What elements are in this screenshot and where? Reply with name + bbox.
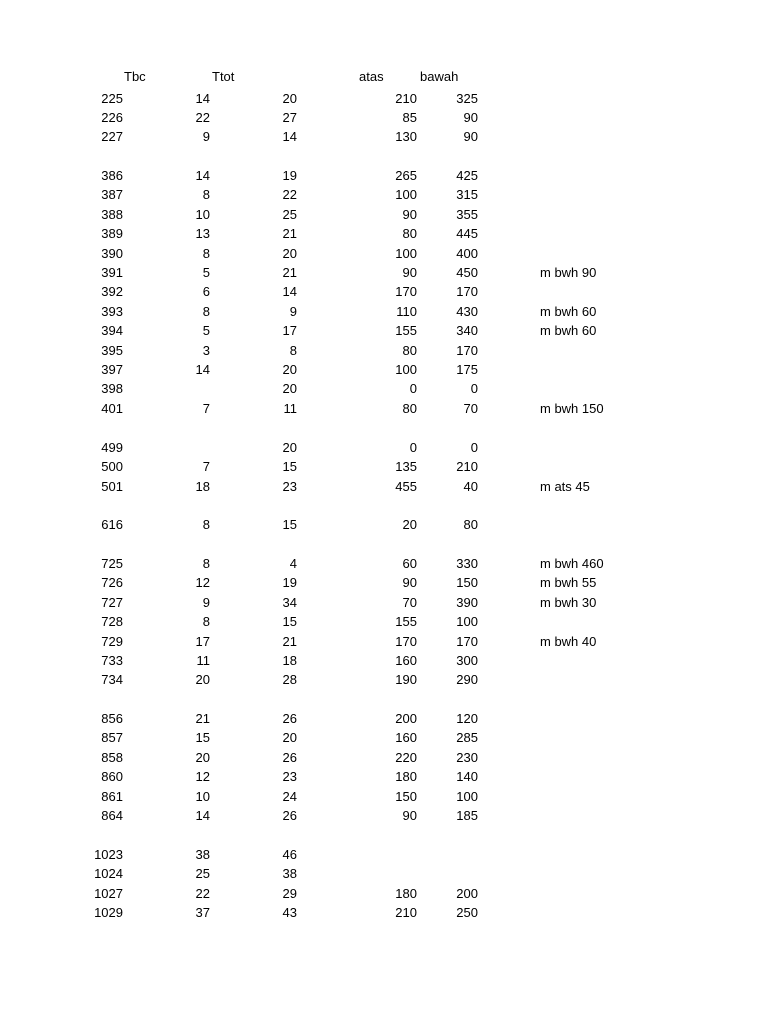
cell-atas: 160	[395, 730, 417, 745]
table-row	[0, 244, 768, 264]
cell-bawah: 0	[470, 440, 478, 455]
cell-atas: 200	[395, 711, 417, 726]
cell-tbc: 20	[195, 672, 210, 687]
cell-bawah: 200	[456, 886, 478, 901]
cell-bawah: 425	[456, 168, 478, 183]
cell-ttot: 17	[282, 323, 297, 338]
cell-bawah: 290	[456, 672, 478, 687]
row-id: 1023	[94, 847, 123, 862]
cell-bawah: 400	[456, 246, 478, 261]
cell-ttot: 22	[282, 187, 297, 202]
row-id: 857	[101, 730, 123, 745]
row-id: 227	[101, 129, 123, 144]
cell-ttot: 38	[282, 866, 297, 881]
cell-note: m bwh 90	[540, 265, 597, 280]
table-row	[0, 379, 768, 399]
row-id: 1024	[94, 866, 123, 881]
cell-atas: 130	[395, 129, 417, 144]
cell-bawah: 285	[456, 730, 478, 745]
cell-bawah: 90	[463, 129, 478, 144]
row-id: 734	[101, 672, 123, 687]
row-id: 501	[101, 479, 123, 494]
cell-bawah: 450	[456, 265, 478, 280]
table-row	[0, 612, 768, 632]
cell-ttot: 20	[282, 362, 297, 377]
row-id: 1027	[94, 886, 123, 901]
table-row	[0, 185, 768, 205]
cell-ttot: 15	[282, 517, 297, 532]
row-id: 226	[101, 110, 123, 125]
header-tbc: Tbc	[124, 69, 146, 84]
cell-bawah: 100	[456, 614, 478, 629]
header-atas: atas	[359, 69, 384, 84]
cell-atas: 80	[402, 343, 417, 358]
cell-tbc: 13	[195, 226, 210, 241]
table-row	[0, 884, 768, 904]
cell-bawah: 90	[463, 110, 478, 125]
cell-atas: 100	[395, 362, 417, 377]
cell-bawah: 340	[456, 323, 478, 338]
table-row	[0, 341, 768, 361]
cell-bawah: 120	[456, 711, 478, 726]
cell-tbc: 8	[202, 517, 210, 532]
cell-atas: 135	[395, 459, 417, 474]
cell-ttot: 21	[282, 634, 297, 649]
cell-atas: 210	[395, 91, 417, 106]
cell-tbc: 38	[195, 847, 210, 862]
cell-atas: 160	[395, 653, 417, 668]
cell-atas: 0	[409, 381, 417, 396]
cell-tbc: 14	[195, 808, 210, 823]
cell-tbc: 5	[202, 323, 210, 338]
cell-note: m bwh 55	[540, 575, 597, 590]
cell-ttot: 46	[282, 847, 297, 862]
cell-ttot: 9	[289, 304, 297, 319]
table-row	[0, 205, 768, 225]
row-id: 395	[101, 343, 123, 358]
cell-tbc: 21	[195, 711, 210, 726]
cell-ttot: 20	[282, 381, 297, 396]
cell-ttot: 20	[282, 440, 297, 455]
cell-bawah: 300	[456, 653, 478, 668]
table-row	[0, 670, 768, 690]
table-row	[0, 767, 768, 787]
cell-atas: 90	[402, 575, 417, 590]
cell-bawah: 430	[456, 304, 478, 319]
cell-ttot: 20	[282, 246, 297, 261]
cell-bawah: 355	[456, 207, 478, 222]
cell-bawah: 40	[463, 479, 478, 494]
cell-tbc: 10	[195, 789, 210, 804]
cell-tbc: 8	[202, 187, 210, 202]
row-id: 500	[101, 459, 123, 474]
cell-tbc: 11	[196, 653, 210, 668]
cell-bawah: 70	[463, 401, 478, 416]
cell-ttot: 20	[282, 730, 297, 745]
table-row	[0, 166, 768, 186]
row-id: 1029	[94, 905, 123, 920]
row-id: 394	[101, 323, 123, 338]
cell-ttot: 19	[282, 168, 297, 183]
row-id: 856	[101, 711, 123, 726]
row-id: 727	[101, 595, 123, 610]
cell-tbc: 12	[195, 575, 210, 590]
table-row	[0, 321, 768, 341]
cell-bawah: 0	[470, 381, 478, 396]
cell-tbc: 25	[195, 866, 210, 881]
cell-atas: 110	[396, 304, 417, 319]
row-id: 860	[101, 769, 123, 784]
cell-bawah: 175	[456, 362, 478, 377]
cell-tbc: 8	[202, 556, 210, 571]
row-id: 393	[101, 304, 123, 319]
cell-atas: 90	[402, 808, 417, 823]
cell-note: m bwh 460	[540, 556, 604, 571]
table-row	[0, 806, 768, 826]
row-id: 397	[101, 362, 123, 377]
cell-tbc: 6	[202, 284, 210, 299]
cell-atas: 0	[409, 440, 417, 455]
cell-ttot: 19	[282, 575, 297, 590]
cell-atas: 220	[395, 750, 417, 765]
cell-bawah: 230	[456, 750, 478, 765]
cell-note: m bwh 60	[540, 304, 597, 319]
table-row	[0, 728, 768, 748]
cell-ttot: 26	[282, 750, 297, 765]
row-id: 861	[101, 789, 123, 804]
cell-atas: 190	[395, 672, 417, 687]
cell-ttot: 14	[282, 129, 297, 144]
cell-atas: 90	[402, 207, 417, 222]
cell-ttot: 23	[282, 769, 297, 784]
row-id: 858	[101, 750, 123, 765]
cell-atas: 170	[395, 634, 417, 649]
cell-bawah: 330	[456, 556, 478, 571]
cell-tbc: 14	[195, 91, 210, 106]
row-id: 733	[101, 653, 123, 668]
row-id: 398	[101, 381, 123, 396]
table-row	[0, 787, 768, 807]
row-id: 225	[101, 91, 123, 106]
table-row	[0, 302, 768, 322]
cell-ttot: 15	[282, 614, 297, 629]
table-row	[0, 127, 768, 147]
row-id: 616	[101, 517, 123, 532]
row-id: 386	[101, 168, 123, 183]
cell-note: m bwh 60	[540, 323, 597, 338]
cell-atas: 180	[395, 769, 417, 784]
cell-ttot: 26	[282, 808, 297, 823]
row-id: 388	[101, 207, 123, 222]
cell-bawah: 170	[456, 634, 478, 649]
cell-ttot: 4	[289, 556, 297, 571]
cell-atas: 100	[395, 246, 417, 261]
cell-tbc: 14	[195, 168, 210, 183]
cell-bawah: 80	[463, 517, 478, 532]
table-row	[0, 573, 768, 593]
cell-tbc: 18	[195, 479, 210, 494]
cell-ttot: 26	[282, 711, 297, 726]
header-bawah: bawah	[420, 69, 459, 84]
cell-ttot: 8	[289, 343, 297, 358]
cell-ttot: 25	[282, 207, 297, 222]
cell-atas: 180	[395, 886, 417, 901]
cell-atas: 60	[402, 556, 417, 571]
table-row	[0, 399, 768, 419]
cell-tbc: 12	[195, 769, 210, 784]
cell-ttot: 23	[282, 479, 297, 494]
cell-tbc: 22	[195, 886, 210, 901]
table-row	[0, 108, 768, 128]
cell-tbc: 17	[195, 634, 210, 649]
cell-tbc: 9	[202, 595, 210, 610]
cell-tbc: 10	[195, 207, 210, 222]
cell-tbc: 14	[195, 362, 210, 377]
cell-ttot: 28	[282, 672, 297, 687]
row-id: 499	[101, 440, 123, 455]
cell-tbc: 5	[202, 265, 210, 280]
cell-ttot: 15	[282, 459, 297, 474]
cell-bawah: 150	[456, 575, 478, 590]
cell-bawah: 210	[456, 459, 478, 474]
cell-tbc: 9	[202, 129, 210, 144]
cell-atas: 210	[395, 905, 417, 920]
table-row	[0, 709, 768, 729]
table-row	[0, 515, 768, 535]
cell-note: m ats 45	[540, 479, 590, 494]
cell-tbc: 7	[202, 401, 210, 416]
cell-ttot: 14	[282, 284, 297, 299]
row-id: 392	[101, 284, 123, 299]
table-row	[0, 263, 768, 283]
cell-tbc: 8	[202, 246, 210, 261]
cell-bawah: 445	[456, 226, 478, 241]
cell-atas: 70	[402, 595, 417, 610]
header-ttot: Ttot	[212, 69, 235, 84]
cell-atas: 170	[395, 284, 417, 299]
cell-note: m bwh 40	[540, 634, 597, 649]
cell-tbc: 15	[195, 730, 210, 745]
cell-ttot: 21	[282, 226, 297, 241]
cell-atas: 150	[395, 789, 417, 804]
table-row	[0, 477, 768, 497]
table-row	[0, 554, 768, 574]
row-id: 387	[101, 187, 123, 202]
cell-atas: 85	[402, 110, 417, 125]
cell-ttot: 34	[282, 595, 297, 610]
cell-bawah: 100	[456, 789, 478, 804]
row-id: 864	[101, 808, 123, 823]
cell-atas: 155	[395, 323, 417, 338]
row-id: 726	[101, 575, 123, 590]
cell-tbc: 3	[202, 343, 210, 358]
cell-tbc: 20	[195, 750, 210, 765]
table-row	[0, 457, 768, 477]
row-id: 725	[101, 556, 123, 571]
row-id: 401	[101, 401, 123, 416]
cell-atas: 90	[402, 265, 417, 280]
cell-note: m bwh 30	[540, 595, 597, 610]
cell-bawah: 170	[456, 343, 478, 358]
cell-tbc: 22	[195, 110, 210, 125]
row-id: 728	[101, 614, 123, 629]
cell-ttot: 24	[282, 789, 297, 804]
table-row	[0, 282, 768, 302]
cell-atas: 155	[395, 614, 417, 629]
cell-atas: 100	[395, 187, 417, 202]
cell-atas: 20	[402, 517, 417, 532]
table-row	[0, 864, 768, 884]
cell-tbc: 8	[202, 614, 210, 629]
table-row	[0, 360, 768, 380]
cell-ttot: 27	[282, 110, 297, 125]
table-row	[0, 903, 768, 923]
row-id: 391	[101, 265, 123, 280]
table-row	[0, 224, 768, 244]
cell-bawah: 390	[456, 595, 478, 610]
cell-ttot: 43	[282, 905, 297, 920]
cell-tbc: 37	[195, 905, 210, 920]
row-id: 390	[101, 246, 123, 261]
cell-ttot: 11	[283, 401, 297, 416]
cell-atas: 80	[402, 401, 417, 416]
row-id: 729	[101, 634, 123, 649]
table-row	[0, 438, 768, 458]
cell-bawah: 315	[456, 187, 478, 202]
cell-tbc: 7	[202, 459, 210, 474]
cell-bawah: 250	[456, 905, 478, 920]
cell-note: m bwh 150	[540, 401, 604, 416]
cell-bawah: 185	[456, 808, 478, 823]
row-id: 389	[101, 226, 123, 241]
cell-tbc: 8	[202, 304, 210, 319]
cell-atas: 80	[402, 226, 417, 241]
cell-bawah: 140	[456, 769, 478, 784]
table-row	[0, 651, 768, 671]
cell-bawah: 170	[456, 284, 478, 299]
table-row	[0, 593, 768, 613]
cell-ttot: 20	[282, 91, 297, 106]
table-row	[0, 748, 768, 768]
cell-ttot: 29	[282, 886, 297, 901]
cell-ttot: 18	[282, 653, 297, 668]
table-row	[0, 89, 768, 109]
cell-ttot: 21	[282, 265, 297, 280]
cell-atas: 455	[395, 479, 417, 494]
table-row	[0, 632, 768, 652]
table-row	[0, 845, 768, 865]
cell-atas: 265	[395, 168, 417, 183]
cell-bawah: 325	[456, 91, 478, 106]
